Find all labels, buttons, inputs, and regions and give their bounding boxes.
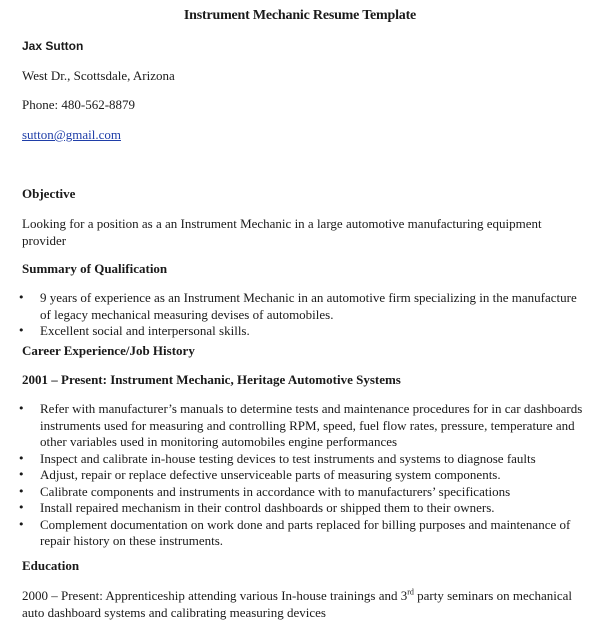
- bullet-icon: •: [18, 517, 25, 531]
- email-text[interactable]: sutton@gmail.com: [22, 127, 121, 142]
- career-list: [0, 401, 590, 550]
- bullet-icon: •: [18, 324, 25, 337]
- education-heading: Education: [22, 558, 80, 573]
- list-item: • Calibrate components and instruments in accordance with to manufacturers’ specifications: [18, 483, 511, 499]
- bullet-icon: •: [18, 484, 25, 498]
- document-title: Instrument Mechanic Resume Template: [183, 8, 417, 23]
- bullet-icon: •: [18, 468, 25, 481]
- address: West Dr., Scottsdale, Arizona: [22, 68, 175, 83]
- bullet-icon: •: [18, 501, 25, 514]
- list-item: • Inspect and calibrate in-house testing devices to test instruments and systems to diagnose faults: [18, 450, 536, 466]
- summary-heading: Summary of Qualification: [22, 261, 168, 276]
- bullet-icon: •: [18, 291, 25, 304]
- list-item: • Complement documentation on work done and parts replaced for billing purposes and maintenance of repair history on these instruments.: [18, 516, 571, 548]
- job-title: 2001 – Present: Instrument Mechanic, Heritage Automotive Systems: [22, 372, 401, 387]
- bullet-icon: •: [18, 451, 25, 465]
- phone: Phone: 480-562-8879: [22, 97, 136, 112]
- list-item: • 9 years of experience as an Instrument Mechanic in an automotive firm specializing in the manufacture of legacy mechanical measuring devises of automobiles.: [18, 290, 577, 322]
- list-item: • Install repaired mechanism in their control dashboards or shipped them to their owners.: [18, 500, 495, 515]
- list-item: • Adjust, repair or replace defective unserviceable parts of measuring system components.: [18, 467, 501, 482]
- education-text: 2000 – Present: Apprenticeship attending various In-house trainings and 3rd party seminars on mechanical auto dashboard systems and calibrating measuring devices: [22, 587, 573, 620]
- list-item: • Refer with manufacturer’s manuals to determine tests and maintenance procedures for in car dashboards instruments used for measuring and controlling RPM, speed, fuel flow rates, pressure, temperature and other variables used in monitoring automobiles engine performances: [18, 401, 583, 449]
- career-heading: Career Experience/Job History: [22, 343, 195, 358]
- applicant-name: Jax Sutton: [22, 39, 84, 53]
- objective-text: Looking for a position as a an Instrument Mechanic in a large automotive manufacturing equipment provider: [22, 216, 542, 248]
- objective-heading: Objective: [22, 186, 76, 201]
- bullet-icon: •: [18, 402, 25, 415]
- list-item: • Excellent social and interpersonal skills.: [18, 323, 250, 338]
- email-link[interactable]: [22, 127, 121, 143]
- summary-list: [0, 290, 590, 340]
